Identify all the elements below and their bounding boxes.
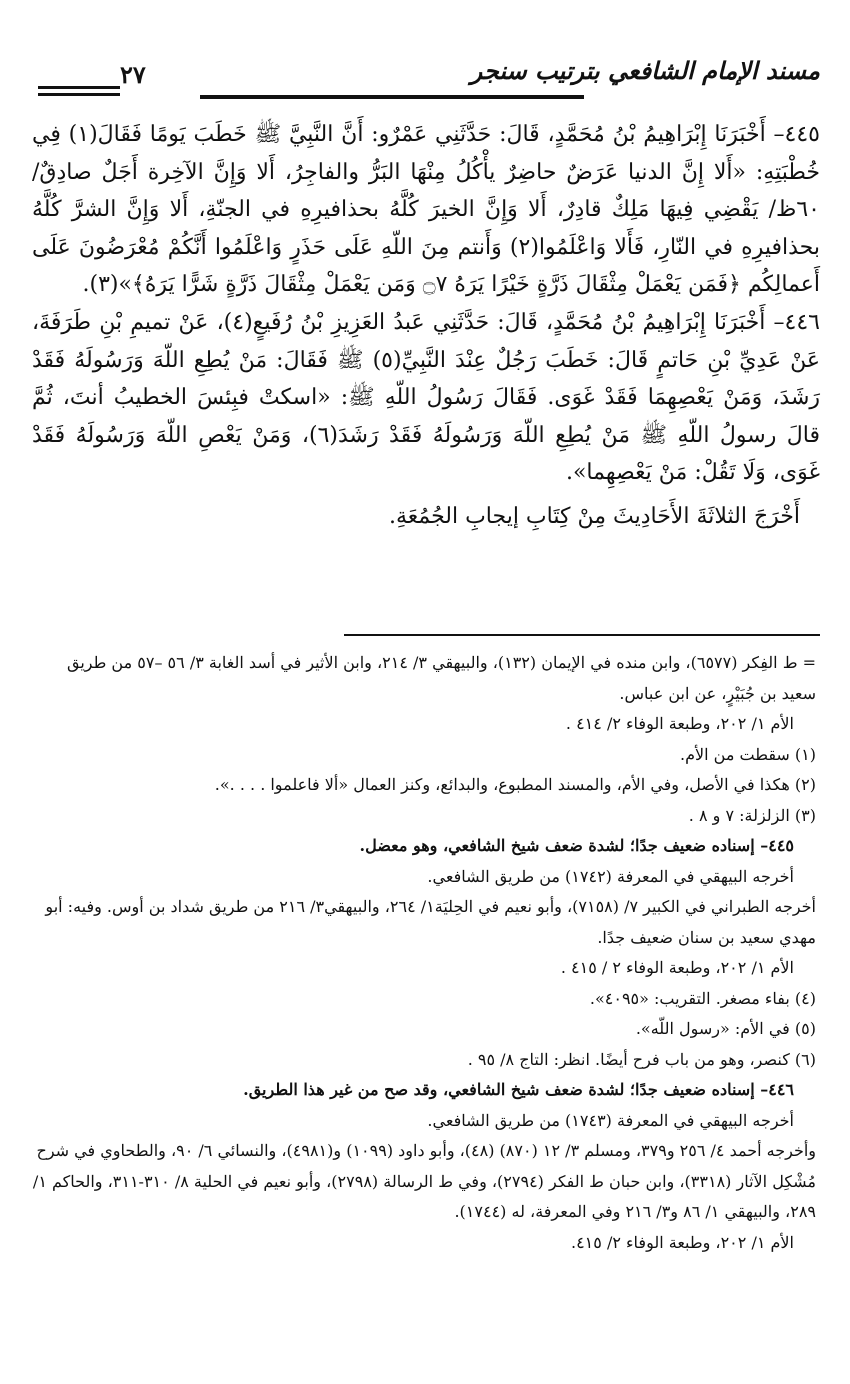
footnote-line: (٤) بفاء مصغر. التقريب: «٤٠٩٥». (589, 988, 816, 1008)
footnote-line: أخرجه البيهقي في المعرفة (١٧٤٣) من طريق الشافعي. (427, 1110, 794, 1130)
footnote-line: = ط الفِكر (٦٥٧٧)، وابن منده في الإيمان (١٣٢)، والبيهقي ٣/ ٢١٤، وابن الأثير في أسد الغابة ٣/ ٥٦ –٥٧ من طريق سعيد بن جُبَيْرٍ، عن ابن عباس. (66, 653, 816, 703)
footnote-line: (١) سقطت من الأم. (680, 744, 816, 764)
footnote-line: (٢) هكذا في الأصل، وفي الأم، والمسند المطبوع، والبدائع، وكنز العمال «ألا فاعلموا . . . .». (214, 775, 816, 794)
footnote-line: (٥) في الأم: «رسول اللّه». (635, 1019, 816, 1038)
header-rule-left-top (38, 86, 120, 89)
footnote-line: ٤٤٦– إسناده ضعيف جدًا؛ لشدة ضعف شيخ الشافعي، وقد صح من غير هذا الطريق. (243, 1080, 794, 1099)
footnote-line: ٤٤٥– إسناده ضعيف جدًا؛ لشدة ضعف شيخ الشافعي، وهو معضل. (359, 836, 794, 855)
book-title: مسند الإمام الشافعي بترتيب سنجر (470, 56, 820, 85)
footnote-line: الأم ١/ ٢٠٢، وطبعة الوفاء ٢/ ٤١٥. (570, 1232, 794, 1252)
hadith-445: ٤٤٥– أَخْبَرَنَا إِبْرَاهِيمُ بْنُ مُحَمَّدٍ، قَالَ: حَدَّثَنِي عَمْرٌو: أَنَّ النَّبِيَّ ﷺ خَطَبَ يَومًا فَقَالَ(١) فِي خُطْبَتِهِ: «أَلا إِنَّ الدنيا عَرَضٌ حاضِرٌ يأْكُلُ مِنْهَا البَرُّ والفاجِرُ، أَلا وَإِنَّ الآخِرة أَجَلٌ صادِقٌ/ ٦٠ظ/ يَقْضِي فِيهَا مَلِكٌ قادِرٌ، أَلا وَإِنَّ الخيرَ كُلَّهُ بحذافيرِهِ في الجنّةِ، أَلا وَإِنَّ الشرَّ كُلَّهُ بحذافيرِهِ في النّارِ، فَأَلا وَاعْلَمُوا(٢) وَأَنتم مِنَ اللّهِ عَلَى حَذَرٍ وَاعْلَمُوا أَنَّكُمْ مُعْرَضُونَ عَلَى أَعمالِكُم ﴿فَمَن يَعْمَلْ مِثْقَالَ ذَرَّةٍ خَيْرًا يَرَهُ ۝٧ وَمَن يَعْمَلْ مِثْقَالَ ذَرَّةٍ شَرًّا يَرَهُ﴾»(٣). (32, 122, 820, 298)
footnote-line: أخرجه البيهقي في المعرفة (١٧٤٢) من طريق الشافعي. (427, 866, 794, 886)
footnote-line: الأم ١/ ٢٠٢، وطبعة الوفاء ٢ / ٤١٥ . (560, 958, 794, 977)
page-number: ٢٧ (120, 60, 146, 89)
footnote-line: (٣) الزلزلة: ٧ و ٨ . (688, 805, 816, 825)
footnote-line: وأخرجه أحمد ٤/ ٢٥٦ و٣٧٩، ومسلم ٣/ ١٢ (٨٧٠) (٤٨)، وأبو داود (١٠٩٩) و(٤٩٨١)، والنسائي ٦/ ٩٠، والطحاوي في شرح مُشْكِل الآثار (٣٣١٨)، وابن حبان ط الفكر (٢٧٩٤)، وفي ط الرسالة (٢٧٩٨)، وأبو نعيم في الحلية ٨/ ٣١٠-٣١١، والحاكم ١/ ٢٨٩، والبيهقي ١/ ٨٦ و٣/ ٢١٦ وفي المعرفة، له (١٧٤٤). (32, 1141, 816, 1221)
footnote-separator (344, 634, 820, 636)
header-rule (200, 95, 584, 99)
main-text (32, 116, 820, 536)
hadith-446: ٤٤٦– أَخْبَرَنَا إِبْرَاهِيمُ بْنُ مُحَمَّدٍ، قَالَ: حَدَّثَنِي عَبدُ العَزِيزِ بْنُ رُفَيعٍ(٤)، عَنْ تميمِ بْنِ طَرَفَةَ، عَنْ عَدِيِّ بْنِ حَاتمٍ قَالَ: خَطَبَ رَجُلٌ عِنْدَ النَّبِيِّ(٥) ﷺ فَقَالَ: مَنْ يُطِعِ اللّهَ وَرَسُولَهُ فَقَدْ رَشَدَ، وَمَنْ يَعْصِهِمَا فَقَدْ غَوَى. فَقَالَ رَسُولُ اللّهِ ﷺ: «اسكتْ فبِئسَ الخطيبُ أنتَ، ثُمَّ قالَ رسولُ اللّهِ ﷺ مَنْ يُطِعِ اللّهَ وَرَسُولَهُ فَقَدْ رَشَدَ(٦)، وَمَنْ يَعْصِ اللّهَ وَرَسُولَهُ فَقَدْ غَوَى، وَلَا تَقُلْ: مَنْ يَعْصِهِما». (32, 309, 821, 486)
footnotes (32, 648, 816, 1258)
header-rule-left-bottom (38, 93, 120, 96)
footnote-line: الأم ١/ ٢٠٢، وطبعة الوفاء ٢/ ٤١٤ . (565, 714, 794, 733)
closing-line: أَخْرَجَ الثلاثَةَ الأَحَادِيثَ مِنْ كِتَابِ إيجابِ الجُمُعَةِ. (388, 503, 800, 529)
footnote-line: أخرجه الطبراني في الكبير ٧/ (٧١٥٨)، وأبو نعيم في الحِليَة١/ ٢٦٤، والبيهقي٣/ ٢١٦ من طريق شداد بن أوس. وفيه: أبو مهدي سعيد بن سنان ضعيف جدًا. (45, 897, 816, 947)
footnote-line: (٦) كنصر، وهو من باب فرح أيضًا. انظر: التاج ٨/ ٩٥ . (467, 1049, 816, 1069)
